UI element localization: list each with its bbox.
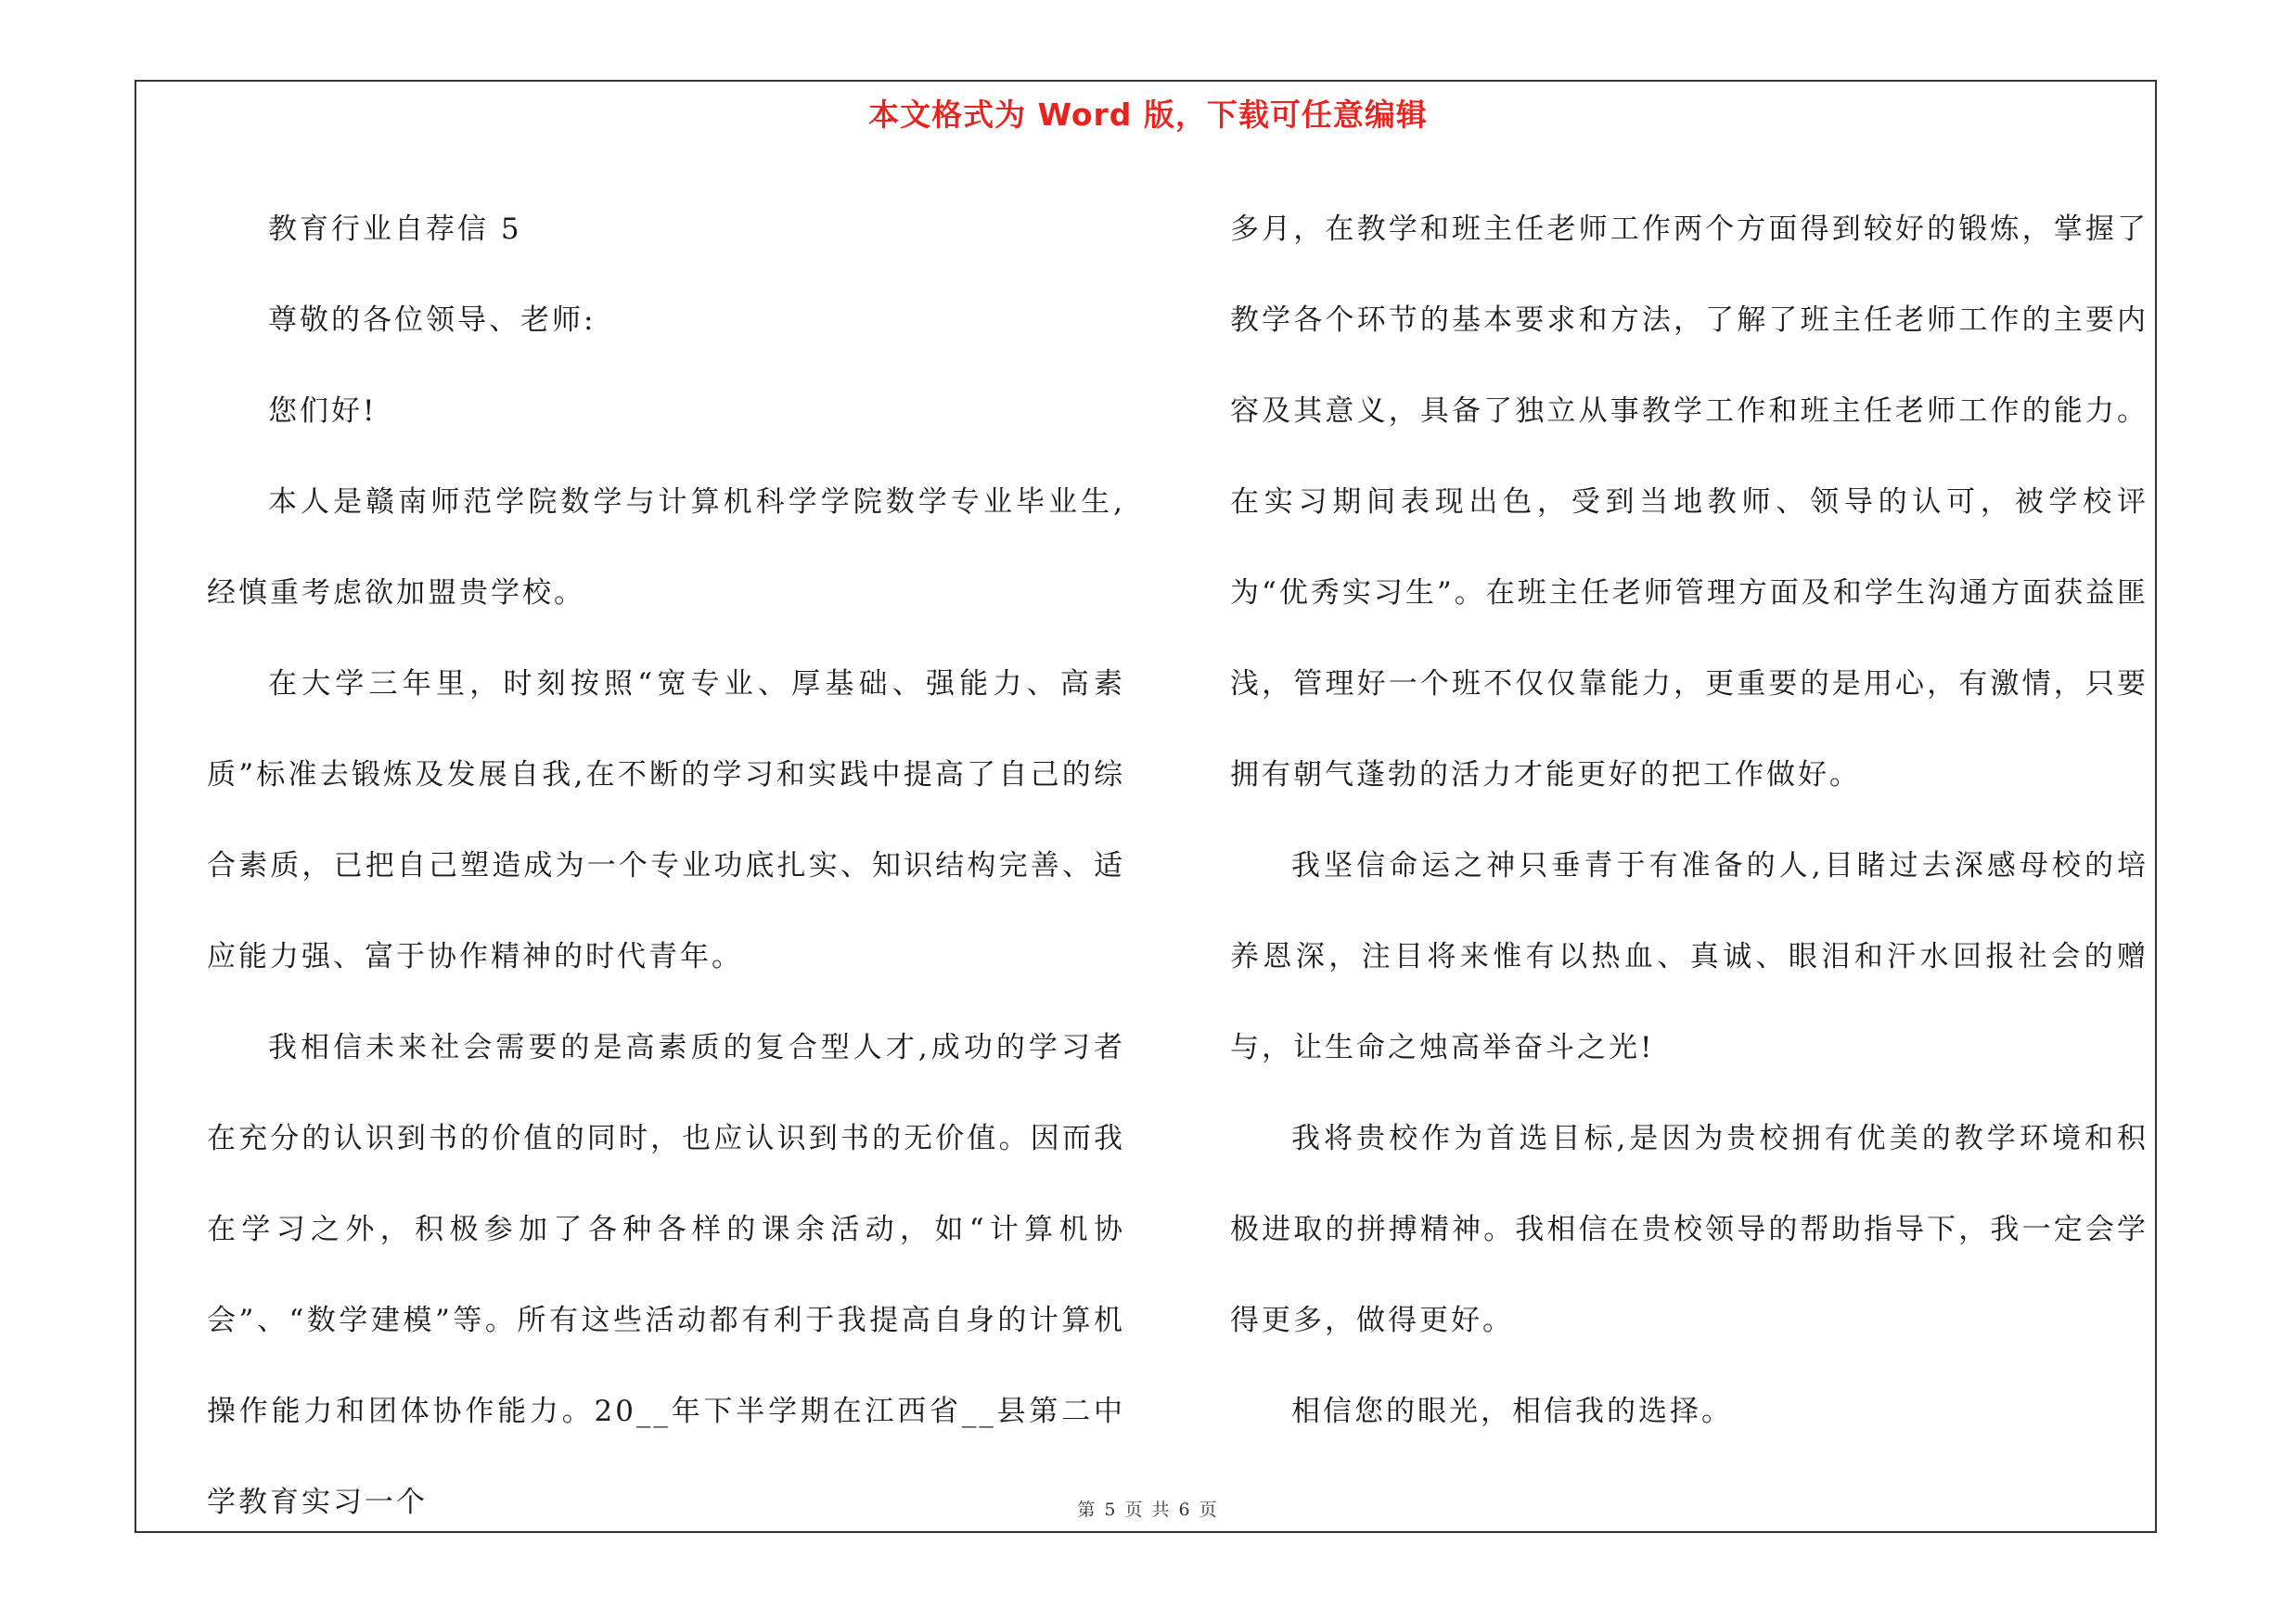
paragraph-target-school: 我将贵校作为首选目标,是因为贵校拥有优美的教学环境和积极进取的拼搏精神。我相信在贵校领导的帮助指导下，我一定会学得更多，做得更好。 xyxy=(1230,1122,2148,1337)
page-number: 第 5 页 共 6 页 xyxy=(1077,1500,1219,1520)
paragraph-belief: 我坚信命运之神只垂青于有准备的人,目睹过去深感母校的培养恩深，注目将来惟有以热血、真诚、眼泪和汗水回报社会的赠与，让生命之烛高举奋斗之光! xyxy=(1230,849,2148,1064)
paragraph-university: 在大学三年里，时刻按照“宽专业、厚基础、强能力、高素质”标准去锻炼及发展自我,在不断的学习和实践中提高了自己的综合素质，已把自己塑造成为一个专业功底扎实、知识结构完善、适应能力强、富于协作精神的时代青年。 xyxy=(207,667,1125,973)
letter-title: 教育行业自荐信 5 xyxy=(268,213,522,246)
salutation: 尊敬的各位领导、老师: xyxy=(268,303,596,337)
closing-line: 相信您的眼光，相信我的选择。 xyxy=(1291,1395,1733,1428)
paragraph-internship-continued: 多月，在教学和班主任老师工作两个方面得到较好的锻炼，掌握了教学各个环节的基本要求和方法，了解了班主任老师工作的主要内容及其意义，具备了独立从事教学工作和班主任老师工作的能力。在实习期间表现出色，受到当地教师、领导的认可，被学校评为“优秀实习生”。在班主任老师管理方面及和学生沟通方面获益匪浅，管理好一个班不仅仅靠能力，更重要的是用心，有激情，只要拥有朝气蓬勃的活力才能更好的把工作做好。 xyxy=(1230,213,2148,792)
right-text-column xyxy=(1230,184,2148,1457)
paragraph-activities: 我相信未来社会需要的是高素质的复合型人才,成功的学习者在充分的认识到书的价值的同时，也应认识到书的无价值。因而我在学习之外，积极参加了各种各样的课余活动，如“计算机协会”、“数学建模”等。所有这些活动都有利于我提高自身的计算机操作能力和团体协作能力。20__年下半学期在江西省__县第二中学教育实习一个 xyxy=(207,1031,1125,1519)
left-text-column xyxy=(207,184,1125,1548)
greeting: 您们好! xyxy=(268,394,378,428)
word-format-banner: 本文格式为 Word 版，下载可任意编辑 xyxy=(868,97,1428,133)
paragraph-intro: 本人是赣南师范学院数学与计算机科学学院数学专业毕业生,经慎重考虑欲加盟贵学校。 xyxy=(207,485,1125,610)
